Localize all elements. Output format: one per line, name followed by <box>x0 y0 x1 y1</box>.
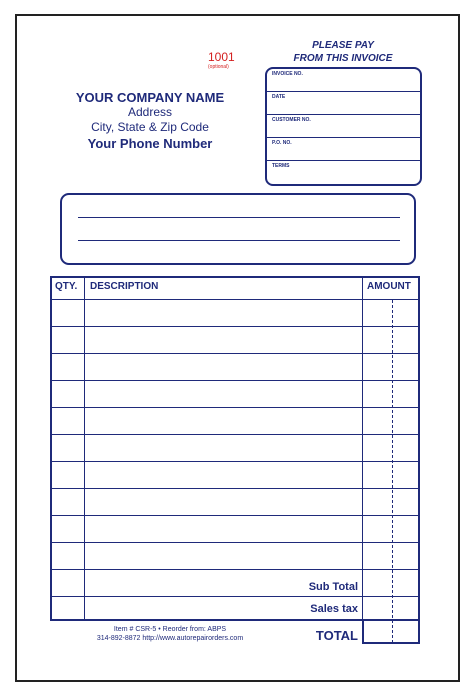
po-no-field[interactable]: P.O. NO. <box>267 138 420 161</box>
subtotal-label: Sub Total <box>308 581 358 593</box>
total-amount-box[interactable] <box>362 620 420 644</box>
please-pay-label: PLEASE PAY <box>312 40 374 51</box>
invoice-number-note: (optional) <box>208 64 229 70</box>
table-row[interactable] <box>50 596 420 597</box>
company-phone: Your Phone Number <box>87 136 213 151</box>
terms-field[interactable]: TERMS <box>272 163 290 169</box>
total-label: TOTAL <box>315 628 358 643</box>
from-this-invoice-label: FROM THIS INVOICE <box>293 53 393 64</box>
table-row[interactable] <box>50 407 420 408</box>
amount-column-divider <box>362 276 363 644</box>
table-row[interactable] <box>50 569 420 570</box>
table-row[interactable] <box>50 326 420 327</box>
customer-no-field[interactable]: CUSTOMER NO. <box>267 115 420 138</box>
customer-address-box[interactable] <box>60 193 416 265</box>
address-line <box>78 217 400 218</box>
table-row[interactable] <box>50 461 420 462</box>
amount-header: AMOUNT <box>367 281 411 292</box>
table-row[interactable] <box>50 542 420 543</box>
footer-contact-line: 314-892-8872 http://www.autorepairorders.com <box>96 635 244 642</box>
description-header: DESCRIPTION <box>90 281 159 292</box>
table-row[interactable] <box>50 299 420 300</box>
sales-tax-label: Sales tax <box>310 603 358 615</box>
company-city-state-zip: City, State & Zip Code <box>91 120 209 134</box>
table-row[interactable] <box>50 353 420 354</box>
invoice-number: 1001 <box>208 50 235 64</box>
table-row[interactable] <box>50 488 420 489</box>
address-line <box>78 240 400 241</box>
table-row[interactable] <box>50 380 420 381</box>
date-field[interactable]: DATE <box>267 92 420 115</box>
qty-header: QTY. <box>55 281 78 292</box>
cents-divider <box>392 300 393 643</box>
table-row[interactable] <box>50 515 420 516</box>
table-row[interactable] <box>50 434 420 435</box>
company-name: YOUR COMPANY NAME <box>75 90 225 105</box>
invoice-no-field[interactable]: INVOICE NO. <box>267 69 420 92</box>
company-address: Address <box>127 105 173 119</box>
footer-item-line: Item # CSR-5 • Reorder from: ABPS <box>113 626 227 633</box>
invoice-info-box <box>265 67 422 186</box>
